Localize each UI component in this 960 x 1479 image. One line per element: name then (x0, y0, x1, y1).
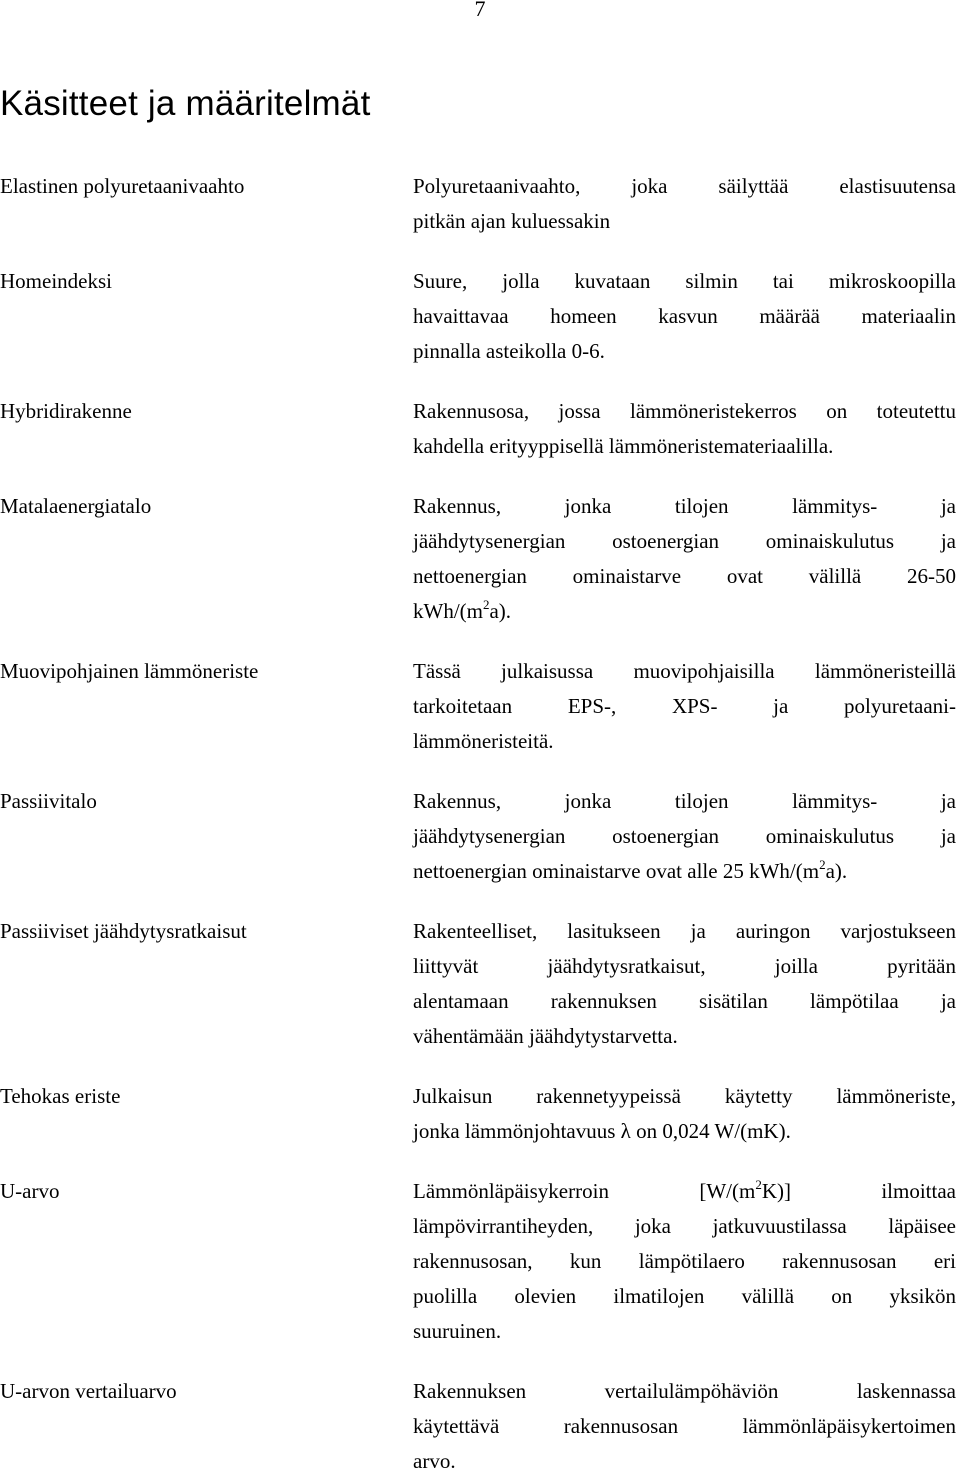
definition-line: Tässä julkaisussa muovipohjaisilla lämmöneristeillä (413, 659, 956, 683)
term-u-arvo: U-arvo (0, 1179, 60, 1203)
definition-line: havaittavaa homeen kasvun määrää materiaalin (413, 304, 956, 328)
definition-line: Rakennuksen vertailulämpöhäviön laskennassa (413, 1379, 956, 1403)
definition-tehokas-eriste (413, 1079, 956, 1149)
definition-muovipohjainen-lammoneriste (413, 654, 956, 759)
definition-line (413, 1174, 956, 1209)
definition-line: vähentämään jäähdytystarvetta. (413, 1024, 678, 1048)
definition-line: puolilla olevien ilmatilojen välillä on yksikön (413, 1284, 956, 1308)
definition-line: lämmöneristeitä. (413, 729, 554, 753)
term-elastinen-polyuretaanivaahto: Elastinen polyuretaanivaahto (0, 174, 245, 198)
definition-u-arvo (413, 1174, 956, 1349)
unit-superscript: 2 (482, 597, 490, 612)
definition-line: jäähdytysenergian ostoenergian ominaiskulutus ja (413, 529, 956, 553)
definition-line: jäähdytysenergian ostoenergian ominaiskulutus ja (413, 824, 956, 848)
definition-line: jonka lämmönjohtavuus λ on 0,024 W/(mK). (413, 1119, 791, 1143)
definition-elastinen-polyuretaanivaahto (413, 169, 956, 239)
definition-line: Rakennus, jonka tilojen lämmitys- ja (413, 494, 956, 518)
definition-line: käytettävä rakennusosan lämmönläpäisykertoimen (413, 1414, 956, 1438)
term-homeindeksi: Homeindeksi (0, 269, 112, 293)
term-u-arvon-vertailuarvo: U-arvon vertailuarvo (0, 1379, 177, 1403)
definition-line: rakennusosan, kun lämpötilaero rakennusosan eri (413, 1249, 956, 1273)
definition-line: pinnalla asteikolla 0-6. (413, 339, 605, 363)
unit-text: Lämmönläpäisykerroin [W/(m (413, 1179, 756, 1203)
definition-line: Polyuretaanivaahto, joka säilyttää elastisuutensa (413, 174, 956, 198)
unit-text: K)] ilmoittaa (761, 1179, 956, 1203)
unit-superscript: 2 (819, 857, 826, 872)
definition-line (413, 854, 956, 889)
definition-line: nettoenergian ominaistarve ovat välillä 26-50 (413, 564, 956, 588)
definition-line: Rakenteelliset, lasitukseen ja auringon varjostukseen (413, 919, 956, 943)
definition-line: Rakennus, jonka tilojen lämmitys- ja (413, 789, 956, 813)
unit-text: a). (489, 599, 512, 623)
unit-text: nettoenergian ominaistarve ovat alle 25 kWh/(m (413, 859, 820, 883)
definition-line: pitkän ajan kuluessakin (413, 209, 611, 233)
definition-homeindeksi (413, 264, 956, 369)
page-title: Käsitteet ja määritelmät (0, 84, 371, 123)
definition-line: Suure, jolla kuvataan silmin tai mikroskoopilla (413, 269, 956, 293)
term-passiivitalo: Passiivitalo (0, 789, 97, 813)
term-matalaenergiatalo: Matalaenergiatalo (0, 494, 152, 518)
definition-line: liittyvät jäähdytysratkaisut, joilla pyritään (413, 954, 956, 978)
definition-passiiviset-jaahdytysratkaisut (413, 914, 956, 1054)
definition-hybridirakenne (413, 394, 956, 464)
definition-line: tarkoitetaan EPS-, XPS- ja polyuretaani- (413, 694, 956, 718)
definition-line: lämpövirrantiheyden, joka jatkuvuustilassa läpäisee (413, 1214, 956, 1238)
definition-line: alentamaan rakennuksen sisätilan lämpötilaa ja (413, 989, 956, 1013)
definition-matalaenergiatalo (413, 489, 956, 629)
definition-line: kahdella erityyppisellä lämmöneristemateriaalilla. (413, 434, 834, 458)
definition-passiivitalo (413, 784, 956, 889)
term-hybridirakenne: Hybridirakenne (0, 399, 132, 423)
unit-text: a). (825, 859, 848, 883)
definition-line (413, 594, 956, 629)
term-muovipohjainen-lammoneriste: Muovipohjainen lämmöneriste (0, 659, 259, 683)
term-passiiviset-jaahdytysratkaisut: Passiiviset jäähdytysratkaisut (0, 919, 247, 943)
definition-line: suuruinen. (413, 1319, 502, 1343)
definition-line: Rakennusosa, jossa lämmöneristekerros on toteutettu (413, 399, 956, 423)
definition-u-arvon-vertailuarvo (413, 1374, 956, 1479)
definition-line: arvo. (413, 1449, 456, 1473)
definition-line: Julkaisun rakennetyypeissä käytetty lämmöneriste, (413, 1084, 956, 1108)
unit-text: kWh/(m (413, 599, 483, 623)
page-number: 7 (474, 0, 486, 21)
unit-superscript: 2 (755, 1177, 762, 1192)
term-tehokas-eriste: Tehokas eriste (0, 1084, 121, 1108)
